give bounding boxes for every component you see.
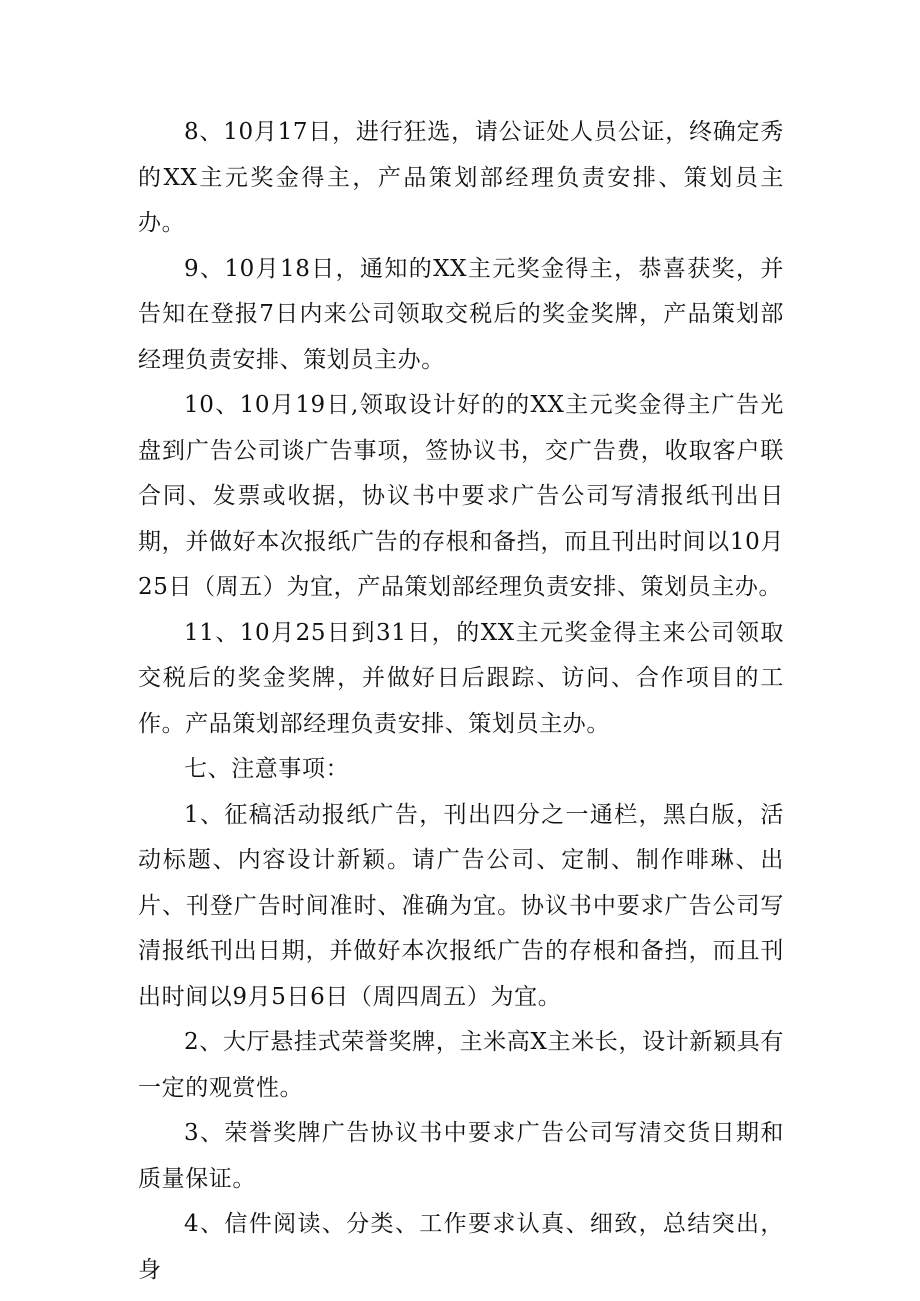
paragraph-item-10: 10、10月19日,领取设计好的的XX主元奖金得主广告光盘到广告公司谈广告事项，签协议书，交广告费，收取客户联合同、发票或收据，协议书中要求广告公司写清报纸刊出日期，并做好本次报纸广告的存根和备挡，而且刊出时间以10月25日（周五）为宜，产品策划部经理负责安排、策划员主办。 <box>138 392 784 600</box>
note-item-1: 1、征稿活动报纸广告，刊出四分之一通栏，黑白版，活动标题、内容设计新颖。请广告公司、定制、制作啡琳、出片、刊登广告时间准时、准确为宜。协议书中要求广告公司写清报纸刊出日期，并做好本次报纸广告的存根和备挡，而且刊出时间以9月5日6日（周四周五）为宜。 <box>138 801 784 1010</box>
paragraph-item-9: 9、10月18日，通知的XX主元奖金得主，恭喜获奖，并告知在登报7日内来公司领取交税后的奖金奖牌，产品策划部经理负责安排、策划员主办。 <box>138 255 784 373</box>
document-body <box>138 110 784 1293</box>
note-item-2: 2、大厅悬挂式荣誉奖牌，主米高X主米长，设计新颖具有一定的观赏性。 <box>138 1029 784 1101</box>
note-item-3: 3、荣誉奖牌广告协议书中要求广告公司写清交货日期和质量保证。 <box>138 1120 784 1192</box>
note-item-4: 4、信件阅读、分类、工作要求认真、细致，总结突出，身 <box>138 1211 784 1283</box>
paragraph-item-11: 11、10月25日到31日，的XX主元奖金得主来公司领取交税后的奖金奖牌，并做好日后跟踪、访问、合作项目的工作。产品策划部经理负责安排、策划员主办。 <box>138 619 784 737</box>
paragraph-item-8: 8、10月17日，进行狂选，请公证处人员公证，终确定秀的XX主元奖金得主，产品策划部经理负责安排、策划员主办。 <box>138 119 784 236</box>
section-heading-notes: 七、注意事项： <box>184 756 350 782</box>
